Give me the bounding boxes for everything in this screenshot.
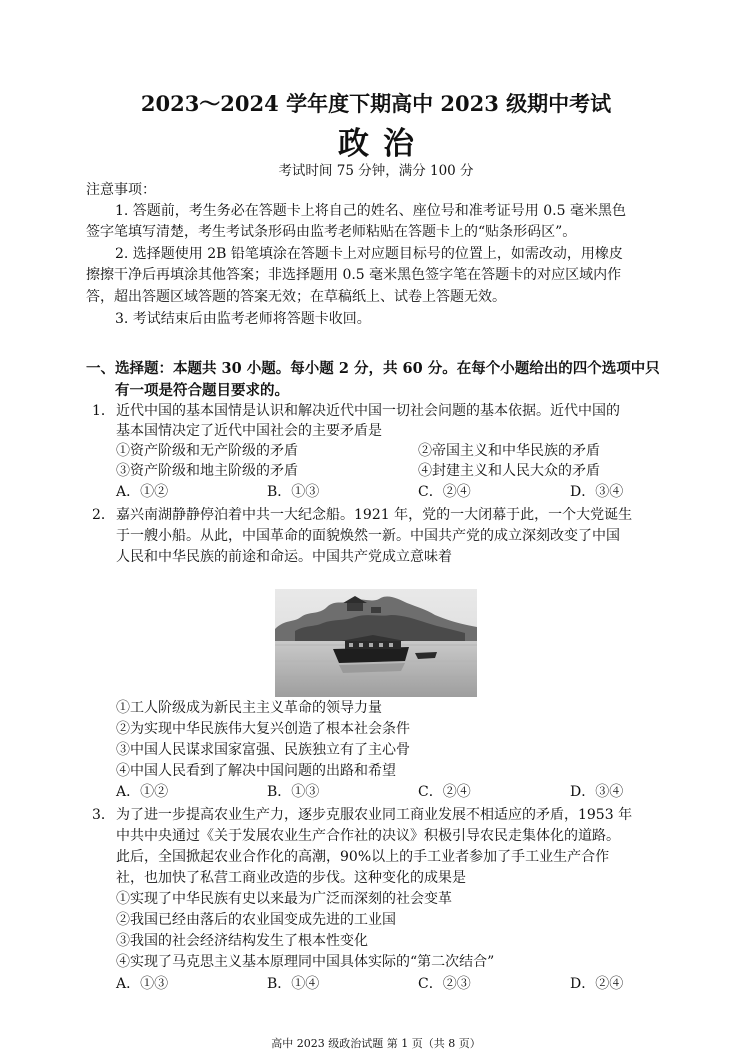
q2-choice-b: B．①③ — [267, 784, 320, 800]
q1-choice-d: D．③④ — [570, 484, 624, 500]
q1-stem: 近代中国的基本国情是认识和解决近代中国一切社会问题的基本依据。近代中国的 — [116, 403, 620, 419]
q2-item: ②为实现中华民族伟大复兴创造了根本社会条件 — [116, 721, 410, 737]
section-heading: 一、选择题：本题共 30 小题。每小题 2 分，共 60 分。在每个小题给出的四个选项中只 — [86, 360, 660, 377]
q1-choice-b: B．①③ — [267, 484, 320, 500]
notice-line: 签字笔填写清楚，考生考试条形码由监考老师粘贴在答题卡上的“贴条形码区”。 — [86, 224, 577, 240]
q3-stem: 为了进一步提高农业生产力，逐步克服农业同工商业发展不相适应的矛盾，1953 年 — [116, 807, 633, 823]
notice-heading: 注意事项： — [86, 182, 156, 198]
q3-choice-c: C．②③ — [418, 976, 471, 992]
q3-stem: 中共中央通过《关于发展农业生产合作社的决议》积极引导农民走集体化的道路。 — [116, 828, 620, 844]
q1-choice-a: A．①② — [116, 484, 169, 500]
q2-choice-a: A．①② — [116, 784, 169, 800]
q1-item: ③资产阶级和地主阶级的矛盾 — [116, 463, 298, 479]
q1-stem: 基本国情决定了近代中国社会的主要矛盾是 — [116, 423, 382, 439]
q2-item: ④中国人民看到了解决中国问题的出路和希望 — [116, 763, 396, 779]
q2-stem: 于一艘小船。从此，中国革命的面貌焕然一新。中国共产党的成立深刻改变了中国 — [116, 528, 620, 544]
q2-stem: 人民和中华民族的前途和命运。中国共产党成立意味着 — [116, 549, 452, 565]
q3-item: ③我国的社会经济结构发生了根本性变化 — [116, 933, 368, 949]
section-heading-cont: 有一项是符合题目要求的。 — [115, 382, 289, 399]
q3-item: ①实现了中华民族有史以来最为广泛而深刻的社会变革 — [116, 891, 452, 907]
notice-line: 3. 考试结束后由监考老师将答题卡收回。 — [115, 311, 371, 327]
exam-title: 2023～2024 学年度下期高中 2023 级期中考试 — [140, 91, 612, 116]
q2-stem: 嘉兴南湖静静停泊着中共一大纪念船。1921 年，党的一大闭幕于此，一个大党诞生 — [116, 507, 633, 523]
subject-title: 政治 — [338, 126, 428, 162]
q2-choice-d: D．③④ — [570, 784, 624, 800]
q1-number: 1． — [92, 403, 115, 419]
page-footer: 高中 2023 级政治试题 第 1 页（共 8 页） — [271, 1037, 481, 1050]
notice-line: 1. 答题前，考生务必在答题卡上将自己的姓名、座位号和准考证号用 0.5 毫米黑色 — [115, 203, 626, 219]
q3-choice-d: D．②④ — [570, 976, 624, 992]
q1-item: ②帝国主义和中华民族的矛盾 — [418, 443, 600, 459]
q3-item: ④实现了马克思主义基本原理同中国具体实际的“第二次结合” — [116, 954, 495, 970]
notice-line: 答，超出答题区域答题的答案无效；在草稿纸上、试卷上答题无效。 — [86, 289, 506, 305]
south-lake-red-boat-photo — [275, 589, 477, 697]
q3-number: 3． — [92, 807, 115, 823]
q3-stem: 此后，全国掀起农业合作化的高潮，90%以上的手工业者参加了手工业生产合作 — [116, 849, 610, 865]
q1-choice-c: C．②④ — [418, 484, 471, 500]
q3-choice-a: A．①③ — [116, 976, 169, 992]
exam-info: 考试时间 75 分钟，满分 100 分 — [278, 163, 474, 179]
q1-item: ④封建主义和人民大众的矛盾 — [418, 463, 600, 479]
q2-choice-c: C．②④ — [418, 784, 471, 800]
q3-choice-b: B．①④ — [267, 976, 320, 992]
q2-item: ①工人阶级成为新民主主义革命的领导力量 — [116, 700, 382, 716]
notice-line: 擦擦干净后再填涂其他答案；非选择题用 0.5 毫米黑色签字笔在答题卡的对应区域内作 — [86, 267, 622, 283]
notice-line: 2. 选择题使用 2B 铅笔填涂在答题卡上对应题目标号的位置上，如需改动，用橡皮 — [115, 246, 623, 262]
q1-item: ①资产阶级和无产阶级的矛盾 — [116, 443, 298, 459]
q2-number: 2． — [92, 507, 115, 523]
q2-item: ③中国人民谋求国家富强、民族独立有了主心骨 — [116, 742, 410, 758]
q3-item: ②我国已经由落后的农业国变成先进的工业国 — [116, 912, 396, 928]
q3-stem: 社，也加快了私营工商业改造的步伐。这种变化的成果是 — [116, 870, 466, 886]
